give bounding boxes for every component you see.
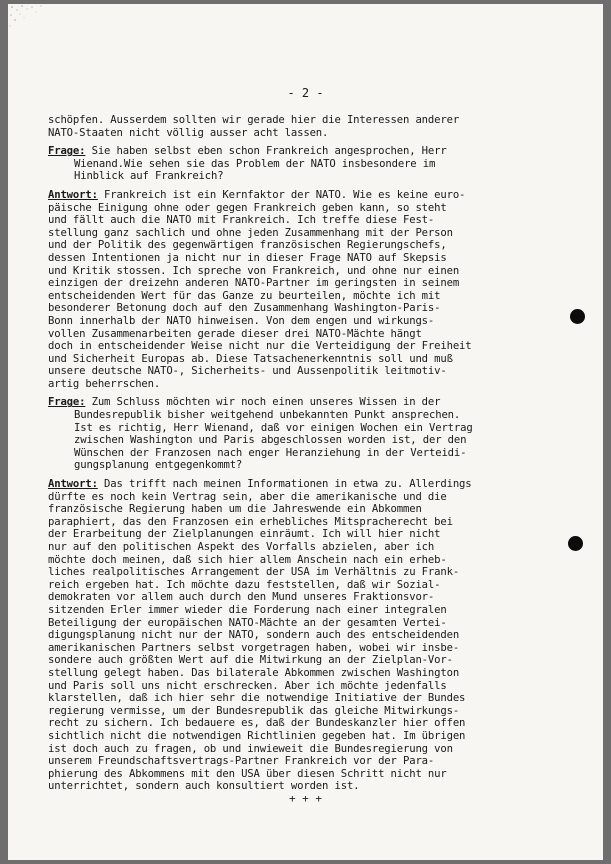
text-line: unterrichtet, sondern auch konsultiert worden ist. <box>48 780 360 793</box>
text-line: Hinblick auf Frankreich? <box>74 170 224 183</box>
text-line: ist doch auch zu fragen, ob und inwieweit die Bundesregierung von <box>48 742 453 755</box>
text-line: zwischen Washington und Paris abgeschlossen worden ist, der den <box>74 434 467 447</box>
text-line: NATO-Staaten nicht völlig ausser acht lassen. <box>48 126 329 139</box>
answer-label: Antwort: <box>48 478 98 491</box>
text-line: klarstellen, daß ich hier sehr die notwendige Initiative der Bundes <box>48 692 466 705</box>
text-line: dessen Intentionen ja nicht nur in dieser Frage NATO auf Skepsis <box>48 251 447 264</box>
text-line: der Erarbeitung der Zielplanungen einräumt. Ich will hier nicht <box>48 528 441 541</box>
answer-1 <box>48 189 578 391</box>
text-line: artig beherrschen. <box>48 377 161 390</box>
text-line: gungsplanung entgegenkommt? <box>74 459 243 472</box>
text-line: einzigen der dreizehn anderen NATO-Partner im geringsten in seinem <box>48 277 460 290</box>
text-line: französische Regierung haben um die Jahreswende ein Abkommen <box>48 503 422 516</box>
text-line: unserem Freundschaftsvertrags-Partner Frankreich vor der Para- <box>48 755 435 768</box>
end-marker: + + + <box>288 792 323 805</box>
text-line: besonderer Betonung doch auf den Zusammenhang Washington-Paris- <box>48 302 441 315</box>
text-line: demokraten vor allem auch durch den Mund unseres Fraktionsvor- <box>48 591 435 604</box>
text-line: Zum Schluss möchten wir noch einen unseres Wissen in der <box>85 396 441 409</box>
text-line: dürfte es noch kein Vertrag sein, aber die amerikanische und die <box>48 490 447 503</box>
document-body <box>48 114 578 793</box>
text-line: liches realpolitisches Arrangement der USA im Verhältnis zu Frank- <box>48 566 460 579</box>
document-page <box>8 4 603 860</box>
punch-hole <box>570 309 585 324</box>
text-line: vollen Zusammenarbeiten gerade dieser drei NATO-Mächte hängt <box>48 327 422 340</box>
text-line: Wienand.Wie sehen sie das Problem der NATO insbesondere im <box>74 157 436 170</box>
text-line: und fällt auch die NATO mit Frankreich. Ich treffe diese Fest- <box>48 214 435 227</box>
text-line: nur auf den politischen Aspekt des Vorfalls abzielen, aber ich <box>48 541 435 553</box>
text-line: Wünschen der Franzosen nach enger Heranziehung in der Verteidi- <box>74 446 467 459</box>
text-line: und Kritik stossen. Ich spreche von Frankreich, und ohne nur einen <box>48 264 460 277</box>
text-line: stellung ganz sachlich und ohne jeden Zusammenhang mit der Person <box>48 226 453 239</box>
text-line: Beteiligung der europäischen NATO-Mächte an der gesamten Vertei- <box>48 616 447 629</box>
text-line: Ist es richtig, Herr Wienand, daß vor einigen Wochen ein Vertrag <box>74 421 473 434</box>
page-number: - 2 - <box>287 86 324 100</box>
text-line: unsere deutsche NATO-, Sicherheits- und Aussenpolitik leitmotiv- <box>48 365 447 378</box>
text-line: Frankreich ist ein Kernfaktor der NATO. Wie es keine euro- <box>97 188 466 201</box>
text-line: paraphiert, das den Franzosen ein erhebliches Mitspracherecht bei <box>48 515 453 528</box>
answer-label: Antwort: <box>48 188 98 201</box>
question-1 <box>48 145 578 183</box>
intro-paragraph <box>48 114 578 139</box>
text-line: Bonn innerhalb der NATO hinweisen. Von dem engen und wirkungs- <box>48 314 435 327</box>
text-line: sichtlich nicht die notwendigen Richtlinien gegeben hat. Im übrigen <box>48 729 466 742</box>
text-line: Bundesrepublik bisher weitgehend unbekannten Punkt ansprechen. <box>74 409 461 422</box>
text-line: und Paris soll uns nicht erschrecken. Aber ich möchte jedenfalls <box>48 679 447 692</box>
text-line: digungsplanung nicht nur der NATO, sondern auch des entscheidenden <box>48 629 460 642</box>
text-line: sitzenden Erler immer wieder die Forderung nach einer integralen <box>48 603 447 616</box>
text-line: reich ergeben hat. Ich möchte dazu feststellen, daß wir Sozial- <box>48 578 441 591</box>
text-line: regierung vermisse, um der Bundesrepublik das gleiche Mitwirkungs- <box>48 704 460 717</box>
text-line: recht zu sichern. Ich bedauere es, daß der Bundeskanzler hier offen <box>48 717 466 730</box>
punch-hole <box>568 536 583 551</box>
text-line: doch in entscheidender Weise nicht nur die Verteidigung der Freiheit <box>48 340 472 353</box>
text-line: Das trifft nach meinen Informationen in etwa zu. Allerdings <box>97 478 472 491</box>
text-line: Sie haben selbst eben schon Frankreich angesprochen, Herr <box>85 145 447 158</box>
text-line: möchte doch meinen, daß sich hier allem Anschein nach ein erheb- <box>48 553 447 566</box>
question-label: Frage: <box>48 145 86 158</box>
text-line: schöpfen. Ausserdem sollten wir gerade hier die Interessen anderer <box>48 114 460 126</box>
text-line: sondere auch größten Wert auf die Mitwirkung an der Zielplan-Vor- <box>48 654 453 667</box>
answer-2 <box>48 478 578 793</box>
question-2 <box>48 396 578 472</box>
text-line: und Sicherheit Europas ab. Diese Tatsachenerkenntnis soll und muß <box>48 352 453 365</box>
text-line: entscheidenden Wert für das Ganze zu beurteilen, möchte ich mit <box>48 289 441 302</box>
text-line: stellung gelegt haben. Das bilaterale Abkommen zwischen Washington <box>48 666 460 679</box>
text-line: phierung des Abkommens mit den USA über diesen Schritt nicht nur <box>48 767 447 780</box>
scan-speckle <box>8 4 68 44</box>
text-line: und der Politik des gegenwärtigen französischen Regierungschefs, <box>48 239 447 252</box>
question-label: Frage: <box>48 396 86 409</box>
text-line: amerikanischen Partners selbst vorgetragen haben, wobei wir insbe- <box>48 641 460 654</box>
text-line: päische Einigung ohne oder gegen Frankreich geben kann, so steht <box>48 201 447 214</box>
